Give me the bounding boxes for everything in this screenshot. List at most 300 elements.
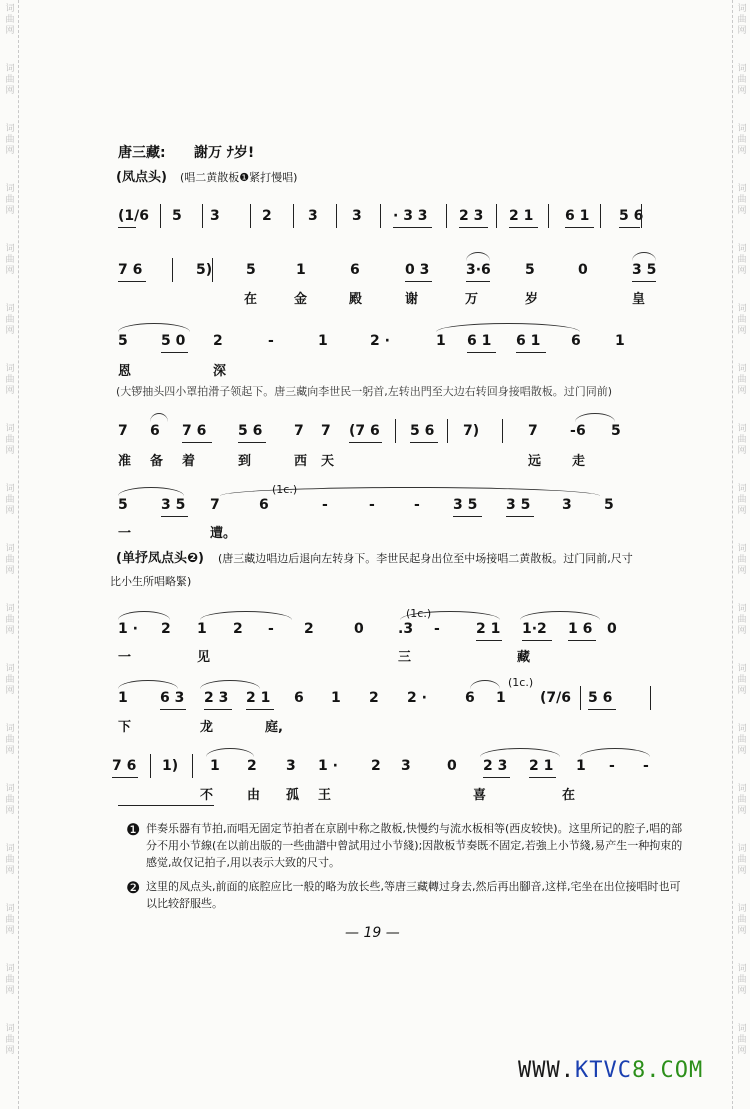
- note-token: 2 1: [246, 690, 271, 706]
- note-token: 0 3: [405, 262, 430, 278]
- beam-underline: [204, 709, 232, 710]
- watermark-glyph: 网: [5, 506, 15, 516]
- slur-mark: [200, 611, 292, 620]
- beam-underline: [467, 352, 496, 353]
- watermark-glyph: 网: [5, 446, 15, 456]
- slur-mark: [580, 748, 650, 757]
- note-token: 7: [210, 497, 220, 513]
- note-token: 5: [118, 333, 128, 349]
- lyric-char: 皇: [632, 292, 646, 307]
- note-token: 6: [294, 690, 304, 706]
- lyric-char: 王: [318, 788, 332, 803]
- note-token: 5 6: [410, 423, 435, 439]
- note-token: 5: [525, 262, 535, 278]
- watermark-glyph: 词: [5, 544, 15, 554]
- lyric-char: 恩: [118, 364, 132, 379]
- watermark-glyph: 词: [737, 304, 747, 314]
- beam-underline: [161, 352, 188, 353]
- watermark-glyph: 曲: [737, 495, 747, 505]
- lyric-char: 庭,: [265, 720, 283, 735]
- footnote-rule: [118, 805, 214, 806]
- watermark-glyph: 网: [5, 1046, 15, 1056]
- beam-underline: [529, 777, 556, 778]
- note-token: 1): [162, 758, 179, 774]
- bar-line: [548, 204, 549, 228]
- note-token: (7 6: [349, 423, 380, 439]
- lyric-char: 遭。: [210, 526, 237, 541]
- lyric-char: 万: [465, 292, 479, 307]
- watermark-glyph: 曲: [737, 735, 747, 745]
- slur-mark: [470, 680, 500, 689]
- note-token: -: [322, 497, 328, 513]
- note-token: 2: [161, 621, 171, 637]
- note-token: 3 5: [632, 262, 657, 278]
- bar-line: [202, 204, 203, 228]
- site-watermark-part2: KTVC: [574, 1058, 632, 1083]
- note-token: 2 1: [529, 758, 554, 774]
- beam-underline: [565, 227, 594, 228]
- watermark-glyph: 网: [737, 266, 747, 276]
- lyric-char: 谢: [405, 292, 419, 307]
- lyric-char: 不: [200, 788, 214, 803]
- lyric-char: 殿: [349, 292, 363, 307]
- slur-mark: [632, 252, 656, 261]
- watermark-glyph: 词: [737, 904, 747, 914]
- footnote-1-text: 伴奏乐器有节拍,而唱无固定节拍者在京剧中称之散板,快慢约与流水板相等(西皮较快)。这里所记的腔子,唱的部分不用小节線(在以前出版的一些曲譜中曾試用过小节綫);因散板节奏既不固定,若強上小节綫,易产生一种拘束的感觉,故仅记拍子,用以表示大致的尺寸。: [146, 822, 683, 869]
- ornament-marking: (1c.): [406, 607, 432, 620]
- watermark-glyph: 网: [737, 926, 747, 936]
- watermark-glyph: 网: [5, 146, 15, 156]
- watermark-glyph: 词: [737, 364, 747, 374]
- lyric-char: 一: [118, 650, 132, 665]
- lyric-char: 岁: [525, 292, 539, 307]
- beam-underline: [453, 516, 482, 517]
- slur-mark: [200, 680, 260, 689]
- note-token: 3 5: [161, 497, 186, 513]
- note-token: 3 5: [506, 497, 531, 513]
- watermark-glyph: 网: [5, 986, 15, 996]
- watermark-glyph: 网: [5, 326, 15, 336]
- note-token: 5): [196, 262, 213, 278]
- note-token: 7): [463, 423, 480, 439]
- watermark-glyph: 词: [5, 784, 15, 794]
- watermark-glyph: 曲: [5, 435, 15, 445]
- bar-line: [600, 204, 601, 228]
- watermark-glyph: 网: [737, 686, 747, 696]
- note-token: 2 3: [204, 690, 229, 706]
- note-token: 7: [294, 423, 304, 439]
- note-token: -: [268, 621, 274, 637]
- note-token: 5 6: [619, 208, 644, 224]
- watermark-glyph: 词: [5, 904, 15, 914]
- watermark-glyph: 词: [737, 664, 747, 674]
- watermark-glyph: 曲: [737, 195, 747, 205]
- bar-line: [293, 204, 294, 228]
- watermark-glyph: 网: [737, 446, 747, 456]
- watermark-glyph: 曲: [5, 15, 15, 25]
- watermark-glyph: 曲: [737, 975, 747, 985]
- watermark-glyph: 词: [737, 724, 747, 734]
- bar-line: [641, 204, 642, 228]
- lyric-char: 龙: [200, 720, 214, 735]
- footnote-2-mark: ❷: [126, 878, 141, 897]
- watermark-glyph: 曲: [737, 615, 747, 625]
- note-token: 3: [401, 758, 411, 774]
- lyric-char: 喜: [473, 788, 487, 803]
- watermark-glyph: 网: [737, 386, 747, 396]
- watermark-glyph: 网: [5, 566, 15, 576]
- note-token: 7: [528, 423, 538, 439]
- slur-mark: [575, 413, 615, 422]
- lyric-char: 藏: [517, 650, 531, 665]
- section2-description: (唐三藏边唱边后退向左转身下。李世民起身出位至中场接唱二黄散板。过门同前,尺寸: [218, 552, 633, 565]
- watermark-glyph: 曲: [737, 555, 747, 565]
- note-token: 6: [259, 497, 269, 513]
- beam-underline: [405, 281, 432, 282]
- watermark-glyph: 词: [737, 844, 747, 854]
- watermark-glyph: 曲: [5, 915, 15, 925]
- note-token: -: [609, 758, 615, 774]
- site-watermark: [518, 1058, 703, 1083]
- watermark-glyph: 网: [5, 386, 15, 396]
- watermark-glyph: 网: [737, 566, 747, 576]
- watermark-glyph: 曲: [737, 255, 747, 265]
- beam-underline: [182, 442, 212, 443]
- lyric-char: 三: [398, 650, 412, 665]
- note-token: 7: [321, 423, 331, 439]
- speaker-name: 唐三藏:: [118, 145, 166, 161]
- slur-mark: [466, 252, 490, 261]
- watermark-glyph: 网: [5, 746, 15, 756]
- note-token: 5: [118, 497, 128, 513]
- watermark-glyph: 曲: [5, 195, 15, 205]
- beam-underline: [568, 640, 596, 641]
- watermark-glyph: 网: [737, 26, 747, 36]
- watermark-glyph: 词: [5, 844, 15, 854]
- beam-underline: [349, 442, 382, 443]
- lyric-char: 由: [247, 788, 261, 803]
- note-token: -: [268, 333, 274, 349]
- note-token: 5 6: [238, 423, 263, 439]
- bar-line: [212, 258, 213, 282]
- beam-underline: [112, 777, 138, 778]
- note-token: 1: [615, 333, 625, 349]
- note-token: 1 ·: [318, 758, 338, 774]
- beam-underline: [466, 281, 490, 282]
- lyric-char: 见: [197, 650, 211, 665]
- slur-mark: [480, 748, 560, 757]
- note-token: -: [643, 758, 649, 774]
- lyric-char: 到: [238, 454, 252, 469]
- beam-underline: [476, 640, 502, 641]
- note-token: 6: [465, 690, 475, 706]
- note-token: (1/6: [118, 208, 149, 224]
- bar-line: [496, 204, 497, 228]
- note-token: 6 1: [516, 333, 541, 349]
- watermark-glyph: 网: [737, 326, 747, 336]
- watermark-glyph: 曲: [737, 75, 747, 85]
- note-token: 2: [371, 758, 381, 774]
- watermark-glyph: 网: [737, 86, 747, 96]
- note-token: 1: [118, 690, 128, 706]
- lyric-char: 深: [213, 364, 227, 379]
- watermark-glyph: 网: [5, 206, 15, 216]
- lyric-char: 一: [118, 526, 132, 541]
- ornament-marking: (1c.): [272, 483, 298, 496]
- note-token: 3 5: [453, 497, 478, 513]
- section-description: (唱二黄散板❶紧打慢唱): [180, 171, 298, 184]
- right-margin-border: [732, 0, 733, 1109]
- watermark-glyph: 曲: [737, 915, 747, 925]
- beam-underline: [506, 516, 534, 517]
- note-token: 1: [496, 690, 506, 706]
- section2-description-cont: 比小生所唱略緊): [110, 575, 192, 588]
- slur-mark: [520, 611, 600, 620]
- note-token: 3: [562, 497, 572, 513]
- note-token: 1: [318, 333, 328, 349]
- lyric-char: 孤: [286, 788, 300, 803]
- beam-underline: [459, 227, 488, 228]
- note-token: 2 1: [476, 621, 501, 637]
- note-token: 3: [286, 758, 296, 774]
- watermark-glyph: 网: [5, 926, 15, 936]
- beam-underline: [632, 281, 656, 282]
- watermark-glyph: 网: [5, 26, 15, 36]
- watermark-glyph: 曲: [737, 375, 747, 385]
- slur-mark: [118, 487, 184, 496]
- watermark-glyph: 词: [5, 964, 15, 974]
- note-token: 1: [210, 758, 220, 774]
- watermark-glyph: 网: [737, 746, 747, 756]
- slur-mark: [206, 748, 254, 757]
- slur-mark: [150, 413, 168, 422]
- beam-underline: [509, 227, 538, 228]
- bar-line: [447, 419, 448, 443]
- note-token: 7: [118, 423, 128, 439]
- watermark-glyph: 曲: [737, 315, 747, 325]
- note-token: 6 3: [160, 690, 185, 706]
- note-token: 1: [296, 262, 306, 278]
- slur-mark: [118, 680, 178, 689]
- watermark-glyph: 词: [5, 364, 15, 374]
- page-number: — 19 —: [345, 925, 400, 941]
- note-token: 2: [213, 333, 223, 349]
- note-token: 1·2: [522, 621, 547, 637]
- watermark-glyph: 词: [737, 604, 747, 614]
- watermark-glyph: 网: [737, 1046, 747, 1056]
- note-token: (7/6: [540, 690, 571, 706]
- beam-underline: [483, 777, 510, 778]
- watermark-glyph: 曲: [5, 735, 15, 745]
- bar-line: [502, 419, 503, 443]
- watermark-glyph: 曲: [5, 375, 15, 385]
- watermark-glyph: 词: [5, 304, 15, 314]
- bar-line: [650, 686, 651, 710]
- watermark-glyph: 网: [5, 626, 15, 636]
- watermark-glyph: 词: [5, 64, 15, 74]
- bar-line: [336, 204, 337, 228]
- lyric-char: 远: [528, 454, 542, 469]
- watermark-glyph: 曲: [5, 615, 15, 625]
- note-token: · 3 3: [393, 208, 428, 224]
- note-token: 0: [354, 621, 364, 637]
- beam-underline: [160, 709, 186, 710]
- lyric-char: 走: [572, 454, 586, 469]
- lyric-char: 天: [321, 454, 335, 469]
- watermark-glyph: 网: [5, 86, 15, 96]
- site-watermark-part1: WWW.: [518, 1058, 575, 1083]
- watermark-glyph: 词: [5, 604, 15, 614]
- bar-line: [250, 204, 251, 228]
- note-token: 2: [369, 690, 379, 706]
- watermark-glyph: 曲: [5, 495, 15, 505]
- watermark-glyph: 曲: [737, 795, 747, 805]
- note-token: 7 6: [112, 758, 137, 774]
- note-token: 6: [571, 333, 581, 349]
- watermark-glyph: 词: [737, 184, 747, 194]
- watermark-glyph: 曲: [5, 255, 15, 265]
- bar-line: [380, 204, 381, 228]
- beam-underline: [118, 281, 146, 282]
- watermark-glyph: 词: [737, 484, 747, 494]
- lyric-char: 西: [294, 454, 308, 469]
- footnote-1-mark: ❶: [126, 820, 141, 839]
- note-token: -: [570, 423, 576, 439]
- left-margin-border: [18, 0, 19, 1109]
- note-token: 5 6: [588, 690, 613, 706]
- watermark-glyph: 曲: [5, 315, 15, 325]
- note-token: 3: [308, 208, 318, 224]
- watermark-glyph: 网: [5, 866, 15, 876]
- watermark-glyph: 曲: [737, 135, 747, 145]
- lyric-char: 下: [118, 720, 132, 735]
- watermark-glyph: 词: [737, 424, 747, 434]
- watermark-glyph: 曲: [5, 1035, 15, 1045]
- watermark-glyph: 曲: [5, 675, 15, 685]
- watermark-glyph: 词: [5, 1024, 15, 1034]
- lyric-char: 准: [118, 454, 132, 469]
- beam-underline: [410, 442, 438, 443]
- beam-underline: [619, 227, 640, 228]
- note-token: 1 ·: [118, 621, 138, 637]
- watermark-glyph: 曲: [737, 855, 747, 865]
- bar-line: [446, 204, 447, 228]
- note-token: 2 3: [459, 208, 484, 224]
- beam-underline: [393, 227, 432, 228]
- note-token: 1: [576, 758, 586, 774]
- note-token: -: [414, 497, 420, 513]
- stage-direction-1: (大锣抽头四小罩拍滑子领起下。唐三藏向李世民一躬首,左转出門至大边右转回身接唱散板。过门同前): [116, 385, 613, 398]
- note-token: 6: [150, 423, 160, 439]
- slur-mark: [118, 611, 170, 620]
- watermark-glyph: 词: [737, 964, 747, 974]
- bar-line: [172, 258, 173, 282]
- watermark-glyph: 网: [737, 866, 747, 876]
- watermark-glyph: 曲: [5, 795, 15, 805]
- lyric-char: 在: [244, 292, 258, 307]
- watermark-glyph: 网: [737, 506, 747, 516]
- note-token: 5: [611, 423, 621, 439]
- watermark-glyph: 网: [5, 686, 15, 696]
- lyric-char: 着: [182, 454, 196, 469]
- lyric-char: 金: [294, 292, 308, 307]
- watermark-glyph: 曲: [737, 15, 747, 25]
- note-token: 1: [331, 690, 341, 706]
- watermark-glyph: 词: [737, 64, 747, 74]
- watermark-glyph: 网: [5, 266, 15, 276]
- watermark-glyph: 曲: [737, 435, 747, 445]
- watermark-glyph: 词: [5, 484, 15, 494]
- watermark-glyph: 词: [737, 244, 747, 254]
- note-token: 2: [247, 758, 257, 774]
- note-token: 5: [246, 262, 256, 278]
- note-token: 1: [197, 621, 207, 637]
- beam-underline: [588, 709, 616, 710]
- watermark-glyph: 网: [737, 626, 747, 636]
- note-token: 2 1: [509, 208, 534, 224]
- note-token: 5: [172, 208, 182, 224]
- watermark-glyph: 词: [5, 244, 15, 254]
- note-token: 7 6: [182, 423, 207, 439]
- watermark-glyph: 词: [5, 664, 15, 674]
- note-token: 2 ·: [407, 690, 427, 706]
- bar-line: [192, 754, 193, 778]
- watermark-glyph: 网: [737, 806, 747, 816]
- note-token: 2: [304, 621, 314, 637]
- note-token: 7 6: [118, 262, 143, 278]
- beam-underline: [118, 227, 136, 228]
- watermark-glyph: 曲: [737, 675, 747, 685]
- note-token: 0: [447, 758, 457, 774]
- watermark-glyph: 词: [5, 724, 15, 734]
- note-token: 6 1: [467, 333, 492, 349]
- watermark-glyph: 曲: [5, 555, 15, 565]
- watermark-glyph: 曲: [5, 855, 15, 865]
- watermark-glyph: 词: [5, 184, 15, 194]
- site-watermark-part3: 8.COM: [631, 1058, 704, 1083]
- bar-line: [150, 754, 151, 778]
- watermark-glyph: 曲: [737, 1035, 747, 1045]
- note-token: -: [369, 497, 375, 513]
- watermark-glyph: 曲: [5, 975, 15, 985]
- note-token: 1 6: [568, 621, 593, 637]
- bar-line: [395, 419, 396, 443]
- note-token: -: [434, 621, 440, 637]
- watermark-glyph: 词: [737, 544, 747, 554]
- watermark-glyph: 词: [5, 4, 15, 14]
- watermark-glyph: 网: [5, 806, 15, 816]
- watermark-glyph: 网: [737, 986, 747, 996]
- watermark-glyph: 网: [737, 146, 747, 156]
- note-token: 6 1: [565, 208, 590, 224]
- note-token: 3: [352, 208, 362, 224]
- spoken-line: 謝万 ﾅ岁!: [194, 145, 255, 161]
- note-token: 6: [350, 262, 360, 278]
- watermark-glyph: 曲: [5, 75, 15, 85]
- bar-line: [580, 686, 581, 710]
- note-token: 3·6: [466, 262, 491, 278]
- note-token: 5: [604, 497, 614, 513]
- note-token: 2 ·: [370, 333, 390, 349]
- slur-mark: [118, 323, 190, 332]
- beam-underline: [161, 516, 188, 517]
- watermark-glyph: 词: [737, 124, 747, 134]
- ornament-marking: (1c.): [508, 676, 534, 689]
- beam-underline: [246, 709, 274, 710]
- watermark-glyph: 网: [737, 206, 747, 216]
- watermark-glyph: 词: [737, 784, 747, 794]
- note-token: 2: [233, 621, 243, 637]
